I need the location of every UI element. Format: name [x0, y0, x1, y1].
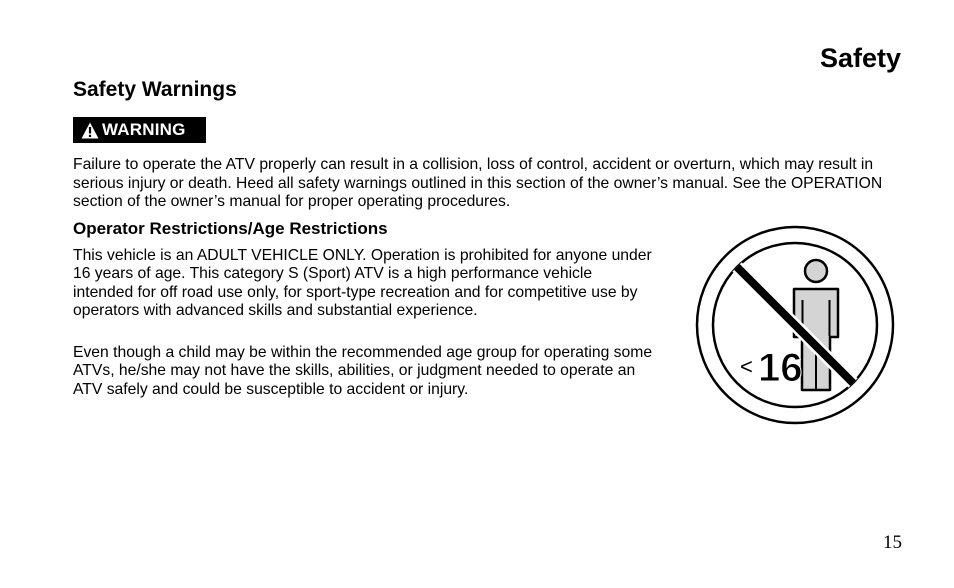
intro-paragraph: Failure to operate the ATV properly can result in a collision, loss of control, accident or overturn, which may result in serious injury or death. Heed all safety warnings outlined in this section of the owner’s manual. See the OPERATION section of the owner’s manual for proper operating procedures.: [73, 156, 883, 210]
subheading: Operator Restrictions/Age Restrictions: [73, 219, 388, 238]
warning-badge: [73, 117, 206, 143]
warning-triangle-icon: [81, 122, 99, 139]
less-than-symbol: <: [740, 354, 753, 379]
warning-label: WARNING: [102, 120, 186, 139]
child-paragraph: Even though a child may be within the recommended age group for operating some ATVs, he/she may not have the skills, abilities, or judgment needed to operate an ATV safely and could be susceptible to accident or injury.: [73, 344, 653, 398]
age-restriction-sign: [694, 224, 896, 426]
page-heading: Safety Warnings: [73, 78, 237, 101]
restriction-paragraph: This vehicle is an ADULT VEHICLE ONLY. Operation is prohibited for anyone under 16 years of age. This category S (Sport) ATV is a high performance vehicle intended for off road use only, for sport-type recreation and for competitive use by operators with advanced skills and substantial experience.: [73, 247, 652, 319]
age-number: 16: [758, 346, 803, 390]
section-title: Safety: [819, 43, 901, 73]
page-number: 15: [883, 532, 902, 553]
